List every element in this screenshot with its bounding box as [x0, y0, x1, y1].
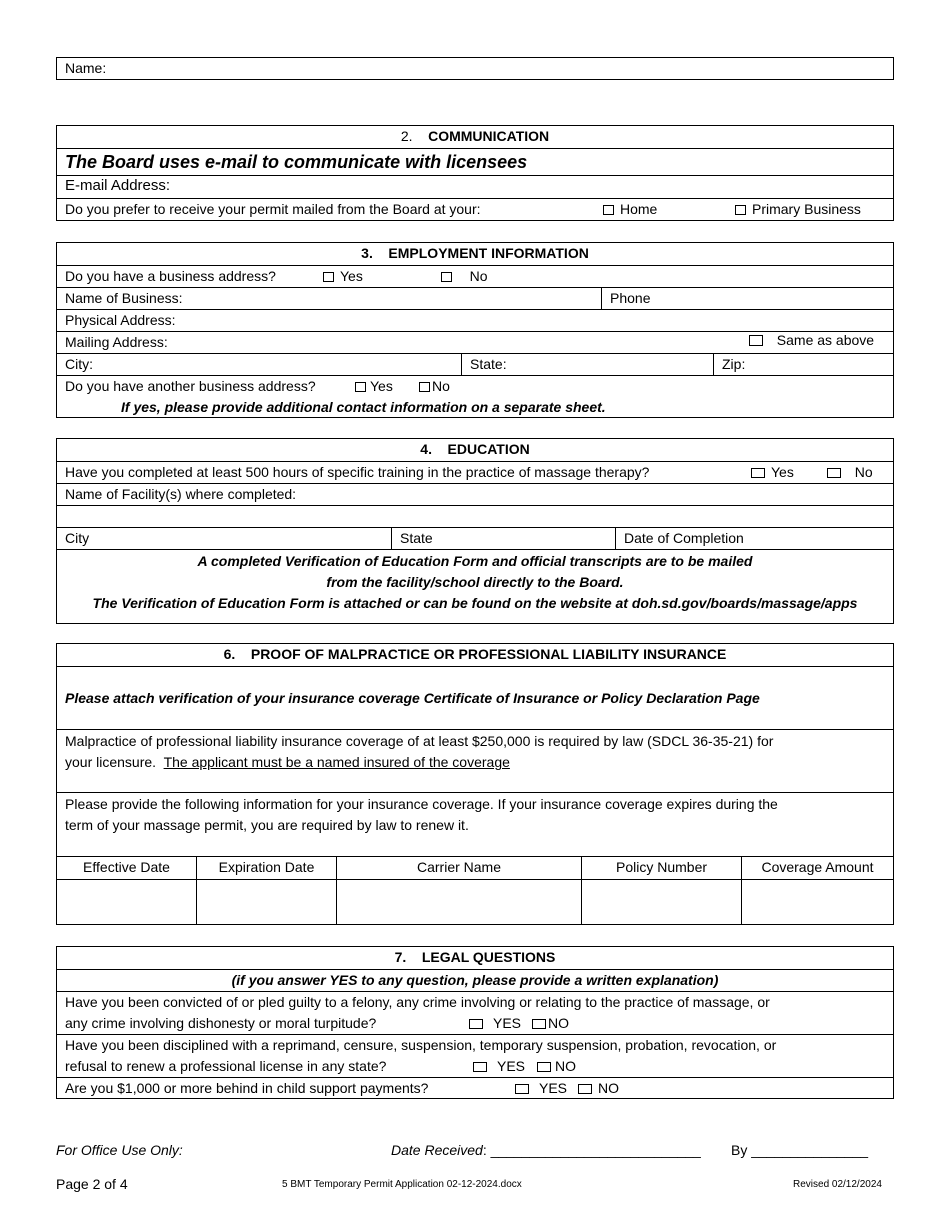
file-name: 5 BMT Temporary Permit Application 02-12-2024.docx [282, 1179, 522, 1190]
city-field[interactable]: City: [65, 356, 93, 372]
q2-no-option[interactable]: NO [537, 1056, 576, 1077]
carrier-name-input[interactable] [336, 880, 581, 924]
legal-question-3: Are you $1,000 or more behind in child support payments? YES NO [57, 1077, 893, 1098]
name-label: Name: [65, 60, 107, 76]
hours-yes-checkbox[interactable] [751, 468, 765, 478]
mail-preference-row [57, 198, 893, 220]
hours-row: Have you completed at least 500 hours of specific training in the practice of massage therapy? Yes No [57, 461, 893, 483]
insurance-law: Malpractice of professional liability insurance coverage of at least $250,000 is required by law (SDCL 36-35-21) for your licensure. The applicant must be a named insured of the coverage [57, 729, 893, 792]
q1-yes-checkbox[interactable] [469, 1019, 483, 1029]
legal-subtitle: (if you answer YES to any question, please provide a written explanation) [57, 969, 893, 991]
insurance-attach: Please attach verification of your insurance coverage Certificate of Insurance or Policy Declaration Page [57, 666, 893, 729]
received-by[interactable]: By _______________ [731, 1142, 869, 1158]
page-number: Page 2 of 4 [56, 1176, 128, 1192]
col-expiration-date: Expiration Date [196, 857, 336, 879]
q3-yes-checkbox[interactable] [515, 1084, 529, 1094]
business-checkbox[interactable] [735, 205, 746, 215]
col-effective-date: Effective Date [83, 859, 170, 875]
home-option[interactable]: Home [603, 199, 657, 219]
communication-subtitle: The Board uses e-mail to communicate with licensees [57, 148, 893, 175]
business-yes-checkbox[interactable] [323, 272, 334, 282]
q3-no-option[interactable]: NO [578, 1078, 619, 1098]
effective-date-input[interactable] [57, 880, 196, 924]
q1-yes-option[interactable]: YES [469, 1013, 521, 1034]
state-field[interactable]: State: [461, 354, 713, 375]
insurance-info: Please provide the following information for your insurance coverage. If your insurance coverage expires during the term of your massage permit, you are required by law to renew it. [57, 792, 893, 856]
office-use-label: For Office Use Only: [56, 1142, 183, 1158]
education-state-field[interactable]: State [391, 528, 615, 549]
revised-date: Revised 02/12/2024 [793, 1179, 882, 1190]
legal-header: 7. LEGAL QUESTIONS [394, 949, 556, 965]
name-box [56, 57, 894, 80]
same-as-above-option[interactable]: Same as above [749, 330, 874, 350]
same-as-above-checkbox[interactable] [749, 335, 763, 346]
education-title: EDUCATION [447, 441, 530, 457]
business-no-option[interactable]: No [441, 266, 488, 286]
home-checkbox[interactable] [603, 205, 614, 215]
name-row[interactable] [57, 58, 893, 79]
communication-section [56, 125, 894, 221]
q3-no-checkbox[interactable] [578, 1084, 592, 1094]
facility-input-row[interactable] [57, 505, 893, 527]
legal-title: LEGAL QUESTIONS [421, 949, 556, 965]
email-row[interactable] [57, 175, 893, 198]
mail-question: Do you prefer to receive your permit mailed from the Board at your: [65, 201, 481, 217]
expiration-date-input[interactable] [196, 880, 336, 924]
employment-header: 3. EMPLOYMENT INFORMATION [361, 245, 589, 261]
insurance-title: PROOF OF MALPRACTICE OR PROFESSIONAL LIABILITY INSURANCE [250, 646, 727, 662]
another-yes-checkbox[interactable] [355, 382, 366, 392]
communication-header: 2. COMMUNICATION [400, 128, 550, 144]
education-city-field[interactable]: City [65, 530, 90, 546]
another-yes-option[interactable]: Yes [355, 376, 393, 396]
policy-number-input[interactable] [581, 880, 741, 924]
employment-title: EMPLOYMENT INFORMATION [388, 245, 589, 261]
another-no-option[interactable]: No [419, 376, 450, 396]
employment-section [56, 242, 894, 418]
q2-no-checkbox[interactable] [537, 1062, 551, 1072]
zip-field[interactable]: Zip: [713, 354, 893, 375]
completion-date-field[interactable]: Date of Completion [615, 528, 893, 549]
hours-no-option[interactable]: No [827, 462, 873, 482]
hours-no-checkbox[interactable] [827, 468, 841, 478]
education-header: 4. EDUCATION [420, 441, 530, 457]
education-location-row [57, 527, 893, 549]
communication-title: COMMUNICATION [428, 128, 550, 144]
col-policy-number: Policy Number [581, 857, 741, 879]
facility-label-row: Name of Facility(s) where completed: [57, 483, 893, 505]
coverage-amount-input[interactable] [741, 880, 893, 924]
mailing-address-row[interactable]: Mailing Address: Same as above [57, 331, 893, 353]
business-yes-option[interactable]: Yes [323, 266, 363, 286]
insurance-section [56, 643, 894, 925]
q1-no-option[interactable]: NO [532, 1013, 569, 1034]
legal-question-2: Have you been disciplined with a reprimand, censure, suspension, temporary suspension, probation, revocation, or refusal to renew a professional license in any state? YES NO [57, 1034, 893, 1077]
q1-no-checkbox[interactable] [532, 1019, 546, 1029]
hours-yes-option[interactable]: Yes [751, 462, 794, 482]
q2-yes-option[interactable]: YES [473, 1056, 525, 1077]
another-address-note: If yes, please provide additional contact information on a separate sheet. [121, 399, 606, 415]
another-no-checkbox[interactable] [419, 382, 430, 392]
education-section [56, 438, 894, 624]
phone-field[interactable]: Phone [601, 288, 893, 309]
education-note: A completed Verification of Education Form and official transcripts are to be mailed from the facility/school directly to the Board. The Verification of Education Form is attached or can be found on the website at doh.sd.gov/boards/massage/apps [57, 549, 893, 623]
business-option[interactable]: Primary Business [735, 199, 861, 219]
business-no-checkbox[interactable] [441, 272, 452, 282]
q3-yes-option[interactable]: YES [515, 1078, 567, 1098]
insurance-table-header [57, 856, 893, 879]
city-state-zip-row [57, 353, 893, 375]
col-coverage-amount: Coverage Amount [741, 857, 893, 879]
legal-question-1: Have you been convicted of or pled guilty to a felony, any crime involving or relating to the practice of massage, or any crime involving dishonesty or moral turpitude? YES NO [57, 991, 893, 1034]
business-address-row: Do you have a business address? Yes No [57, 265, 893, 287]
col-carrier-name: Carrier Name [336, 857, 581, 879]
business-name-row [57, 287, 893, 309]
insurance-table-row [57, 879, 893, 924]
insurance-header: 6. PROOF OF MALPRACTICE OR PROFESSIONAL LIABILITY INSURANCE [223, 646, 727, 662]
email-label: E-mail Address: [65, 177, 171, 194]
date-received[interactable]: Date Received: ___________________________ [391, 1142, 701, 1158]
another-address-row: Do you have another business address? Yes No If yes, please provide additional contact information on a separate sheet. [57, 375, 893, 417]
business-name-field[interactable]: Name of Business: [65, 290, 183, 306]
physical-address-row[interactable]: Physical Address: [57, 309, 893, 331]
q2-yes-checkbox[interactable] [473, 1062, 487, 1072]
legal-section [56, 946, 894, 1099]
